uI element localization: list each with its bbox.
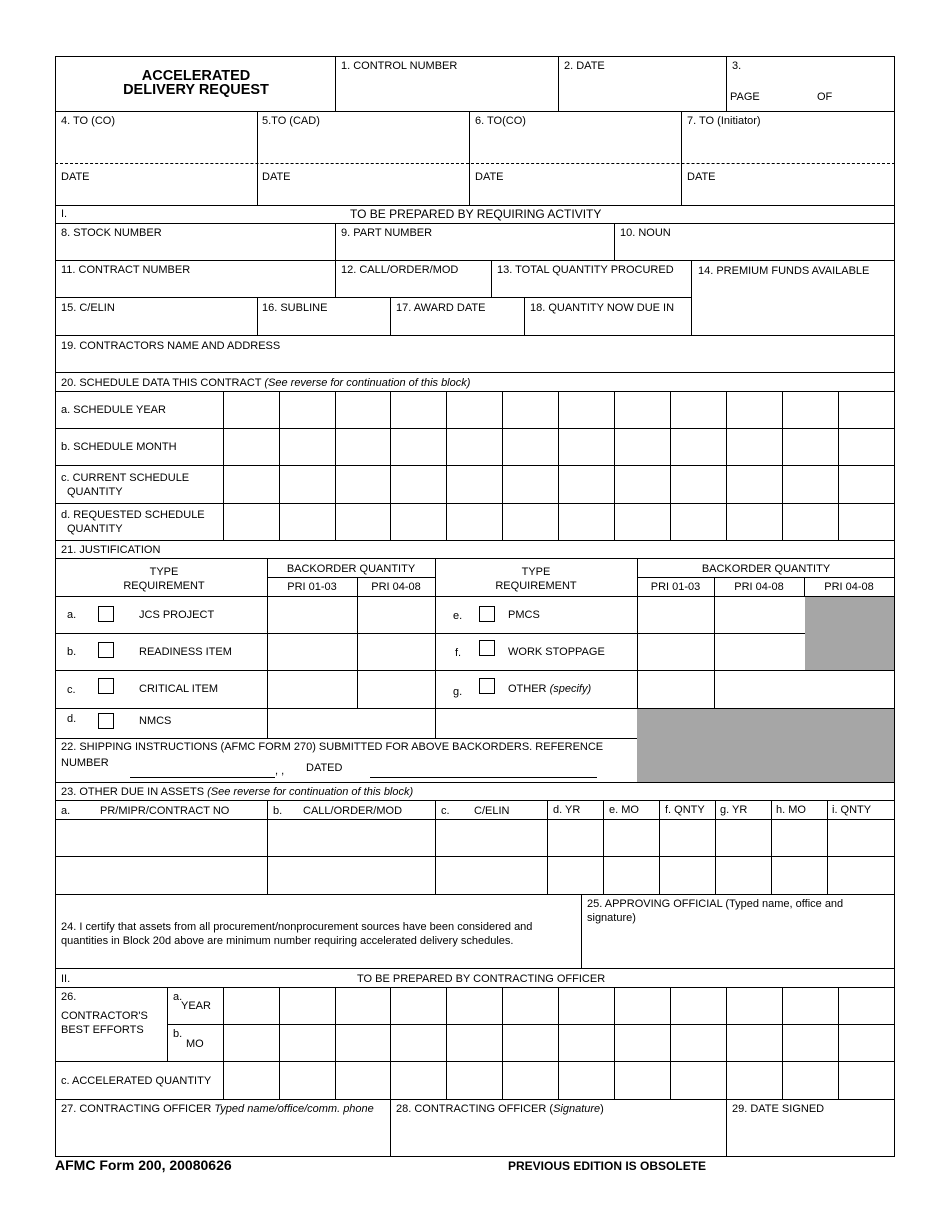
form-title-line1: ACCELERATED: [141, 68, 251, 84]
date-label: 2. DATE: [564, 60, 605, 72]
current-schedule-label-l2: QUANTITY: [67, 486, 123, 498]
pri2-right: PRI 04-08: [734, 581, 784, 593]
section-2-title: TO BE PREPARED BY CONTRACTING OFFICER: [357, 973, 606, 985]
reference-number-line: [130, 777, 275, 778]
type-label-left: TYPE: [149, 566, 179, 578]
to-initiator-label: 7. TO (Initiator): [687, 115, 761, 127]
shipping-comma: , ,: [275, 765, 285, 777]
total-quantity-label: 13. TOTAL QUANTITY PROCURED: [497, 264, 674, 276]
current-schedule-label-l1: c. CURRENT SCHEDULE: [61, 472, 190, 484]
col-i-label: i. QNTY: [832, 804, 872, 816]
col-d-label: d. YR: [553, 804, 581, 816]
noun-label: 10. NOUN: [620, 227, 671, 239]
justification-c-letter: c.: [67, 684, 76, 696]
page-block-number: 3.: [732, 60, 742, 72]
justification-heading: 21. JUSTIFICATION: [61, 544, 161, 556]
best-efforts-l2: BEST EFFORTS: [61, 1024, 144, 1036]
requested-schedule-label-l1: d. REQUESTED SCHEDULE: [61, 509, 205, 521]
section-2-roman: II.: [61, 973, 71, 985]
co-typed-text: 27. CONTRACTING OFFICER: [61, 1103, 212, 1115]
subline-label: 16. SUBLINE: [262, 302, 328, 314]
col-a-letter: a.: [61, 805, 71, 817]
schedule-heading-text: 20. SCHEDULE DATA THIS CONTRACT: [61, 377, 262, 389]
nmcs-checkbox[interactable]: [98, 713, 114, 729]
critical-item-label: CRITICAL ITEM: [139, 683, 219, 695]
pri2-left: PRI 04-08: [371, 581, 421, 593]
date-label-7: DATE: [687, 171, 716, 183]
justification-b-letter: b.: [67, 646, 77, 658]
call-order-mod-label: 12. CALL/ORDER/MOD: [341, 264, 459, 276]
section-1-title: TO BE PREPARED BY REQUIRING ACTIVITY: [350, 207, 602, 221]
justification-a-letter: a.: [67, 609, 77, 621]
requirement-label-left: REQUIREMENT: [123, 580, 205, 592]
row-a-year: YEAR: [181, 1000, 211, 1012]
form-identifier: AFMC Form 200, 20080626: [55, 1157, 232, 1173]
other-due-heading-note: (See reverse for continuation of this block): [207, 786, 414, 798]
pri1-right: PRI 01-03: [650, 581, 701, 593]
row-b-mo: MO: [186, 1038, 204, 1050]
form-title-line2: DELIVERY REQUEST: [123, 82, 269, 98]
readiness-item-checkbox[interactable]: [98, 642, 114, 658]
contracting-officer-signature-label: [396, 1103, 604, 1116]
pmcs-checkbox[interactable]: [479, 606, 495, 622]
jcs-project-checkbox[interactable]: [98, 606, 114, 622]
other-checkbox[interactable]: [479, 678, 495, 694]
other-due-heading: [61, 786, 413, 799]
dated-label: DATED: [306, 762, 343, 774]
contract-number-label: 11. CONTRACT NUMBER: [61, 264, 191, 276]
col-b-label: CALL/ORDER/MOD: [303, 805, 403, 817]
col-h-label: h. MO: [776, 804, 806, 816]
to-cad-label: 5.TO (CAD): [262, 115, 320, 127]
requirement-label-right: REQUIREMENT: [495, 580, 577, 592]
celin-label: 15. C/ELIN: [61, 302, 115, 314]
pmcs-label: PMCS: [508, 609, 540, 621]
best-efforts-l1: CONTRACTOR'S: [61, 1010, 148, 1022]
dated-line: [370, 777, 597, 778]
col-e-label: e. MO: [609, 804, 639, 816]
control-number-label: 1. CONTROL NUMBER: [341, 60, 458, 72]
schedule-heading-note: (See reverse for continuation of this block): [264, 377, 471, 389]
schedule-heading: [61, 377, 470, 390]
award-date-label: 17. AWARD DATE: [396, 302, 486, 314]
requested-schedule-label-l2: QUANTITY: [67, 523, 123, 535]
quantity-now-due-label: 18. QUANTITY NOW DUE IN: [530, 302, 675, 314]
co-typed-note: Typed name/office/comm. phone: [214, 1103, 374, 1115]
critical-item-checkbox[interactable]: [98, 678, 114, 694]
contracting-officer-typed-label: [61, 1103, 374, 1116]
row-b-letter: b.: [173, 1028, 183, 1040]
col-c-label: C/ELIN: [474, 805, 510, 817]
date-label-5: DATE: [262, 171, 291, 183]
stock-number-label: 8. STOCK NUMBER: [61, 227, 162, 239]
certification-text: 24. I certify that assets from all procurement/nonprocurement sources have been considered and quantities in Block 20d above are minimum number requiring accelerated delivery schedules.: [61, 921, 533, 947]
col-c-letter: c.: [441, 805, 450, 817]
accelerated-quantity-label: c. ACCELERATED QUANTITY: [61, 1075, 212, 1087]
premium-funds-label: 14. PREMIUM FUNDS AVAILABLE: [698, 265, 870, 277]
part-number-label: 9. PART NUMBER: [341, 227, 433, 239]
date-signed-label: 29. DATE SIGNED: [732, 1103, 825, 1115]
justification-g-letter: g.: [453, 686, 463, 698]
section-1-roman: I.: [61, 208, 68, 220]
jcs-project-label: JCS PROJECT: [139, 609, 215, 621]
form-title: [57, 69, 335, 97]
other-label-note: (specify): [549, 683, 592, 695]
justification-d-letter: d.: [67, 713, 77, 725]
to-co6-label: 6. TO(CO): [475, 115, 526, 127]
page-label: PAGE: [730, 91, 760, 103]
justification-f-letter: f.: [455, 647, 462, 659]
co-sig-close: ): [600, 1103, 604, 1115]
backorder-qty-right: BACKORDER QUANTITY: [701, 563, 831, 575]
backorder-qty-left: BACKORDER QUANTITY: [286, 563, 416, 575]
other-label-text: OTHER: [508, 683, 547, 695]
co-sig-text: 28. CONTRACTING OFFICER (: [396, 1103, 554, 1115]
other-label: [508, 683, 591, 696]
contractor-name-label: 19. CONTRACTORS NAME AND ADDRESS: [61, 340, 281, 352]
other-due-heading-text: 23. OTHER DUE IN ASSETS: [61, 786, 205, 798]
block-26-number: 26.: [61, 991, 77, 1003]
of-label: OF: [817, 91, 833, 103]
pri3-right: PRI 04-08: [824, 581, 874, 593]
shipping-instructions-line1: 22. SHIPPING INSTRUCTIONS (AFMC FORM 270) SUBMITTED FOR ABOVE BACKORDERS. REFERENCE: [61, 741, 604, 753]
date-label-6: DATE: [475, 171, 504, 183]
col-g-label: g. YR: [720, 804, 748, 816]
row-a-letter: a.: [173, 991, 183, 1003]
nmcs-label: NMCS: [139, 715, 172, 727]
readiness-item-label: READINESS ITEM: [139, 646, 232, 658]
date-label-4: DATE: [61, 171, 90, 183]
previous-edition-obsolete: PREVIOUS EDITION IS OBSOLETE: [508, 1159, 707, 1173]
type-label-right: TYPE: [521, 566, 551, 578]
col-b-letter: b.: [273, 805, 283, 817]
schedule-month-label: b. SCHEDULE MONTH: [61, 441, 177, 453]
col-f-label: f. QNTY: [665, 804, 705, 816]
co-sig-note: Signature: [553, 1103, 601, 1115]
justification-e-letter: e.: [453, 610, 463, 622]
work-stoppage-label: WORK STOPPAGE: [508, 646, 605, 658]
work-stoppage-checkbox[interactable]: [479, 640, 495, 656]
pri1-left: PRI 01-03: [287, 581, 337, 593]
to-co-label: 4. TO (CO): [61, 115, 115, 127]
col-a-label: PR/MIPR/CONTRACT NO: [100, 805, 230, 817]
schedule-year-label: a. SCHEDULE YEAR: [61, 404, 166, 416]
shipping-instructions-line2: NUMBER: [61, 757, 109, 769]
approving-official-label: 25. APPROVING OFFICIAL (Typed name, office and signature): [587, 898, 844, 924]
